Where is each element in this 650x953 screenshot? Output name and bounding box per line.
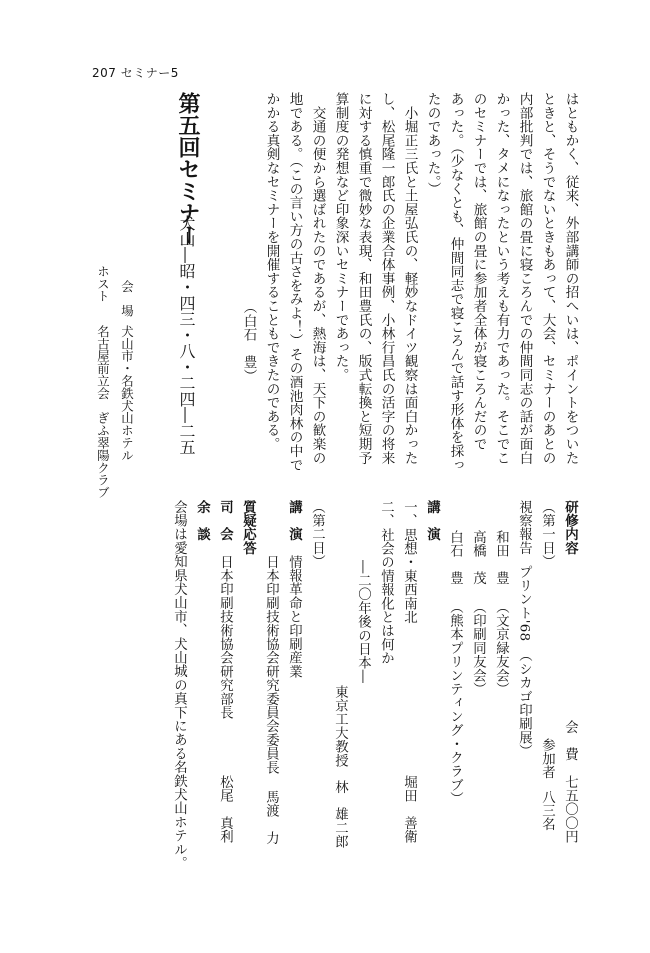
lecture-2-num: 二、 xyxy=(378,500,394,528)
day2-4-text: 日本印刷技術協会研究部長 xyxy=(217,555,233,720)
venue-value: 犬山市・名鉄犬山ホテル xyxy=(119,325,135,462)
body-line-7: たのであった。） xyxy=(424,92,441,196)
lecture-1-title: 思想・東西南北 xyxy=(401,528,417,624)
body-line-10: に対する慎重で微妙な表現、和田豊氏の、版式転換と短期予 xyxy=(355,92,372,465)
program-section-title: 研修内容 xyxy=(562,500,578,555)
body-line-3: 内部批判では、旅館の畳に寝ころんでの仲間同志の話が面白 xyxy=(516,92,533,465)
day2-2-speaker: 馬渡 力 xyxy=(263,790,279,845)
day2-1-text: 情報革命と印刷産業 xyxy=(286,555,302,679)
report-title: プリント'68 （シカゴ印刷展） xyxy=(516,565,532,759)
lecture-1-num: 一、 xyxy=(401,500,417,528)
lecture-2-affiliation: 東京工大教授 xyxy=(332,685,348,768)
reporter-1-name: 和田 豊 xyxy=(493,530,509,585)
seminar-title: 第五回セミナー xyxy=(175,92,200,246)
body-line-12: 交通の便から選ばれたのであるが、熱海は、天下の歓楽の xyxy=(309,92,326,465)
day2-4-label: 司 会 xyxy=(217,500,233,542)
reporter-2-name: 高橋 茂 xyxy=(470,530,486,585)
body-line-6: あった。（少なくとも、仲間同志で寝ころんで話す形体を採っ xyxy=(447,92,464,472)
reporter-2-org: （印刷同友会） xyxy=(470,600,486,696)
day2-1-label: 講 演 xyxy=(286,500,302,542)
venue-label: 会 場 xyxy=(119,280,135,318)
seminar-subtitle: 犬山―昭・四三・八・二四―二五 xyxy=(177,215,196,455)
body-line-13: 地である。（この言い方の古さをみよ！）その酒池肉林の中で xyxy=(286,92,303,472)
reporter-3-org: （熊本プリンティング・クラブ） xyxy=(447,600,463,806)
body-line-1: はともかく、従来、外部講師の招へいは、ポイントをついた xyxy=(562,92,579,465)
fee-value: 七五〇〇円 xyxy=(562,775,578,844)
report-label: 視察報告 xyxy=(516,500,532,555)
day2-3-label: 質疑応答 xyxy=(240,500,256,555)
body-line-11: 算制度の発想など印象深いセミナーであった。 xyxy=(332,92,349,382)
lecture-label: 講 演 xyxy=(424,500,440,542)
day2-title: （第二日） xyxy=(309,500,325,569)
body-line-5: のセミナーでは、旅館の畳に参加者全体が寝ころんだので xyxy=(470,92,487,451)
day2-4-speaker: 松尾 真利 xyxy=(217,775,233,844)
lecture-2-subtitle: ―二〇年後の日本― xyxy=(355,560,371,684)
body-line-14: かかる真剣なセミナーを開催することもできたのである。 xyxy=(263,92,280,451)
reporter-3-name: 白石 豊 xyxy=(447,530,463,585)
page-header: 207 セミナー5 xyxy=(92,66,179,80)
lecture-2-title: 社会の情報化とは何か xyxy=(378,528,394,665)
host-value: 名古屋前立会 ぎふ翠陽クラブ xyxy=(95,325,111,499)
lecture-2-speaker: 林 雄二郎 xyxy=(332,780,348,849)
day2-5-label: 余 談 xyxy=(194,500,210,542)
attendees-value: 八三名 xyxy=(539,790,555,832)
fee-label: 会 費 xyxy=(562,720,578,762)
attendees-label: 参加者 xyxy=(539,738,555,780)
body-line-9: し、松尾隆一郎氏の企業合体事例、小林行昌氏の活字の将来 xyxy=(378,92,395,465)
reporter-1-org: （文京緑友会） xyxy=(493,600,509,696)
body-line-8: 小堀正三氏と土屋弘氏の、軽妙なドイツ観察は面白かった xyxy=(401,92,418,465)
day1-title: （第一日） xyxy=(539,500,555,569)
lecture-1-speaker: 堀田 善衛 xyxy=(401,775,417,844)
body-line-4: かった、タメになったという考えも有力であった。そこでこ xyxy=(493,92,510,465)
body-line-2: ときと、そうでないときもあって、大会、セミナーのあとの xyxy=(539,92,556,465)
body-signature: （白石 豊） xyxy=(240,300,257,383)
closing-note: 会場は愛知県犬山市、犬山城の真下にある名鉄犬山ホテル。 xyxy=(171,500,187,870)
host-label: ホスト xyxy=(95,265,111,303)
day2-2-text: 日本印刷技術協会研究委員会委員長 xyxy=(263,555,279,775)
